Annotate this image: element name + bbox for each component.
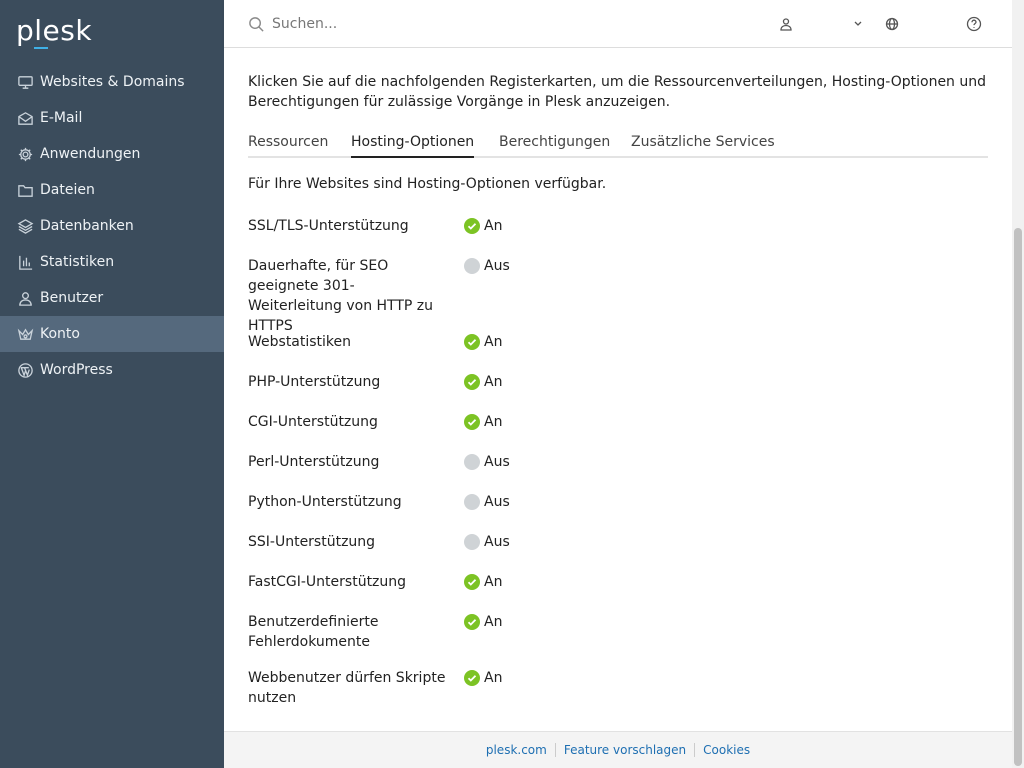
logo-accent: [34, 47, 48, 49]
sidebar-item-websites-domains[interactable]: [0, 64, 224, 100]
off-circle-icon: [464, 534, 480, 550]
option-status: [464, 572, 502, 592]
main-content: [224, 48, 1012, 731]
top-header: [224, 0, 1012, 48]
sidebar-item-anwendungen[interactable]: [0, 136, 224, 172]
check-circle-icon: [464, 218, 480, 234]
wordpress-icon: [16, 361, 34, 379]
option-label: SSI-Unterstützung: [248, 534, 376, 550]
off-circle-icon: [464, 454, 480, 470]
footer-link-feature[interactable]: Feature vorschlagen: [563, 743, 687, 757]
check-circle-icon: [464, 334, 480, 350]
sidebar-item-statistiken[interactable]: [0, 244, 224, 280]
off-circle-icon: [464, 258, 480, 274]
globe-icon[interactable]: [884, 16, 900, 32]
crown-icon: [16, 325, 34, 343]
sidebar: [0, 0, 224, 768]
sidebar-nav: [0, 64, 224, 388]
sidebar-item-label: WordPress: [40, 362, 113, 378]
option-status-text: An: [484, 670, 503, 686]
sidebar-item-email[interactable]: [0, 100, 224, 136]
sidebar-item-benutzer[interactable]: [0, 280, 224, 316]
option-status: [464, 492, 510, 512]
footer: [224, 731, 1012, 768]
option-label: CGI-Unterstützung: [248, 414, 378, 430]
sidebar-item-datenbanken[interactable]: [0, 208, 224, 244]
off-circle-icon: [464, 494, 480, 510]
check-circle-icon: [464, 574, 480, 590]
sidebar-item-dateien[interactable]: [0, 172, 224, 208]
search-input[interactable]: [272, 12, 752, 36]
option-status-text: An: [484, 574, 503, 590]
option-label: Perl-Unterstützung: [248, 454, 380, 470]
tab-berechtigungen[interactable]: Berechtigungen: [499, 134, 611, 150]
option-status: [464, 256, 510, 276]
option-status: [464, 668, 502, 688]
option-status-text: Aus: [484, 494, 510, 510]
search-icon: [248, 16, 265, 33]
sidebar-item-label: Konto: [40, 326, 80, 342]
sidebar-item-label: Benutzer: [40, 290, 104, 306]
bar-chart-icon: [16, 253, 34, 271]
user-icon: [16, 289, 34, 307]
option-label: FastCGI-Unterstützung: [248, 574, 407, 590]
check-circle-icon: [464, 414, 480, 430]
help-icon[interactable]: [966, 16, 982, 32]
option-label: PHP-Unterstützung: [248, 374, 381, 390]
section-subtitle: Für Ihre Websites sind Hosting-Optionen verfügbar.: [248, 176, 607, 192]
tab-zusaetzliche-services[interactable]: Zusätzliche Services: [631, 134, 775, 150]
option-label: Python-Unterstützung: [248, 494, 402, 510]
option-status: [464, 216, 502, 236]
check-circle-icon: [464, 670, 480, 686]
footer-link-cookies[interactable]: Cookies: [703, 743, 751, 757]
option-status: [464, 612, 502, 632]
option-status: [464, 412, 502, 432]
option-label: Webbenutzer dürfen Skripte nutzen: [248, 670, 446, 706]
sidebar-item-label: E-Mail: [40, 110, 83, 126]
option-label: Benutzerdefinierte Fehlerdokumente: [248, 614, 379, 650]
layers-icon: [16, 217, 34, 235]
folder-icon: [16, 181, 34, 199]
option-status-text: An: [484, 334, 503, 350]
sidebar-item-label: Websites & Domains: [40, 74, 185, 90]
chevron-down-icon[interactable]: [850, 16, 866, 32]
option-status-text: An: [484, 614, 503, 630]
option-status-text: Aus: [484, 454, 510, 470]
tab-ressourcen[interactable]: Ressourcen: [248, 134, 329, 150]
intro-text: Klicken Sie auf die nachfolgenden Registerkarten, um die Ressourcenverteilungen, Hosting-Optionen und Berechtigungen für zulässige Vorgänge in Plesk anzuzeigen.: [248, 74, 987, 110]
page-scrollbar[interactable]: [1012, 0, 1024, 768]
footer-link-plesk[interactable]: plesk.com: [485, 743, 547, 757]
option-status: [464, 372, 502, 392]
tab-bar: [248, 134, 988, 158]
monitor-icon: [16, 73, 34, 91]
tab-hosting-optionen[interactable]: Hosting-Optionen: [351, 134, 474, 158]
user-icon[interactable]: [778, 16, 794, 32]
option-status-text: An: [484, 374, 503, 390]
mail-icon: [16, 109, 34, 127]
check-circle-icon: [464, 374, 480, 390]
option-status: [464, 452, 510, 472]
sidebar-item-label: Datenbanken: [40, 218, 134, 234]
sidebar-item-label: Dateien: [40, 182, 95, 198]
sidebar-item-konto[interactable]: [0, 316, 224, 352]
option-status-text: Aus: [484, 534, 510, 550]
sidebar-item-label: Statistiken: [40, 254, 115, 270]
sidebar-item-label: Anwendungen: [40, 146, 141, 162]
sidebar-item-wordpress[interactable]: [0, 352, 224, 388]
gear-icon: [16, 145, 34, 163]
option-label: Webstatistiken: [248, 334, 352, 350]
plesk-logo[interactable]: plesk: [16, 14, 93, 47]
option-status: [464, 532, 510, 552]
option-label: SSL/TLS-Unterstützung: [248, 218, 409, 234]
option-status-text: Aus: [484, 258, 510, 274]
check-circle-icon: [464, 614, 480, 630]
option-label: Dauerhafte, für SEO geeignete 301-Weiterleitung von HTTP zu HTTPS: [248, 258, 434, 334]
option-status-text: An: [484, 414, 503, 430]
option-status-text: An: [484, 218, 503, 234]
option-status: [464, 332, 502, 352]
scrollbar-thumb[interactable]: [1014, 228, 1022, 766]
